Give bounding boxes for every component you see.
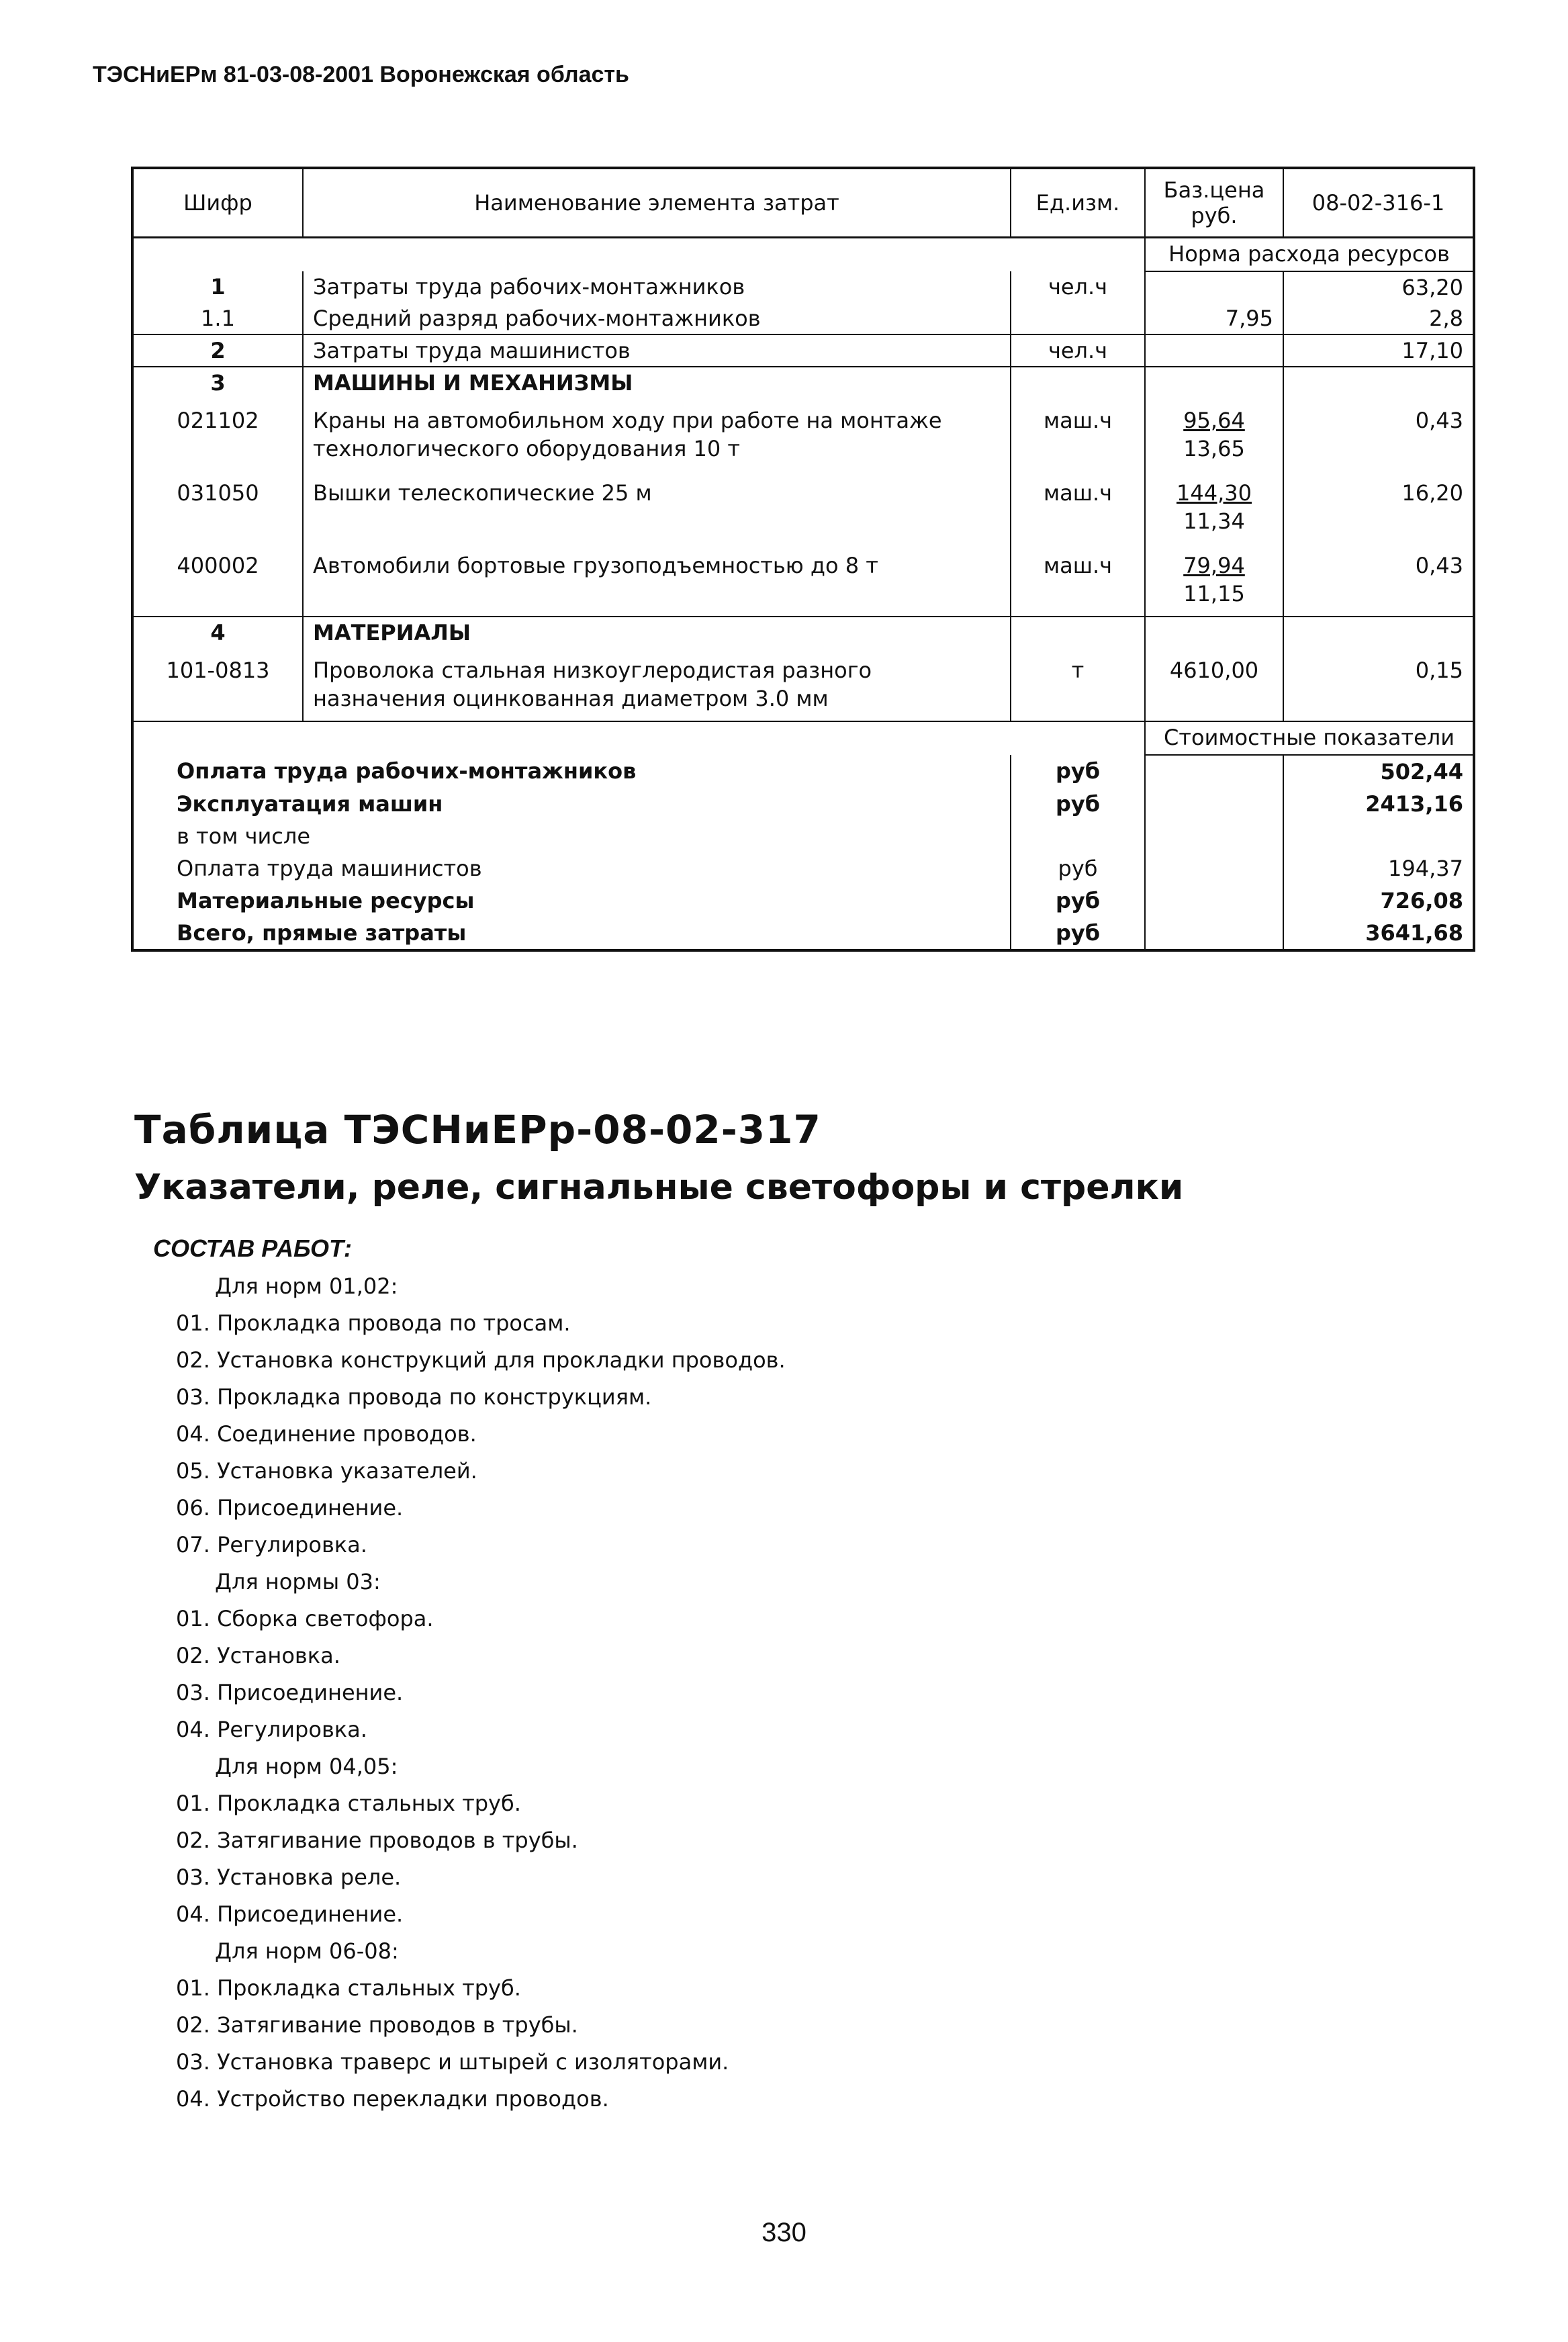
list-item: 07. Регулировка. (176, 1532, 367, 1558)
document-header: ТЭСНиЕРм 81-03-08-2001 Воронежская область (93, 62, 629, 87)
cost-label: в том числе (177, 823, 310, 849)
row-price-machine: 144,30 (1177, 480, 1252, 506)
cost-unit: руб (1011, 852, 1145, 885)
row-name: Проволока стальная низкоуглеродистая разного назначения оцинкованная диаметром 3.0 мм (303, 648, 1011, 721)
row-price-labor: 11,15 (1183, 581, 1245, 606)
cost-label: Материальные ресурсы (177, 888, 475, 913)
cost-value: 3641,68 (1283, 917, 1474, 950)
row-unit: маш.ч (1011, 543, 1145, 617)
row-price: 7,95 (1145, 303, 1283, 334)
cost-row (132, 852, 1474, 885)
header-price-line1: Баз.цена (1163, 177, 1265, 203)
header-name: Наименование элемента затрат (303, 168, 1011, 238)
cost-label: Эксплуатация машин (177, 791, 443, 817)
work-list (176, 1268, 786, 2118)
table-subtitle: Указатели, реле, сигнальные светофоры и стрелки (134, 1167, 1184, 1208)
section-code: 3 (132, 367, 303, 398)
row-norm: 16,20 (1283, 471, 1474, 543)
cost-unit: руб (1011, 788, 1145, 820)
header-code: Шифр (132, 168, 303, 238)
list-item: 02. Затягивание проводов в трубы. (176, 1828, 578, 1853)
row-price (1145, 334, 1283, 367)
section-title: МАТЕРИАЛЫ (303, 617, 1011, 648)
table-row (132, 471, 1474, 543)
list-item: 03. Установка траверс и штырей с изоляторами. (176, 2049, 729, 2075)
row-unit: чел.ч (1011, 334, 1145, 367)
row-norm: 0,15 (1283, 648, 1474, 721)
table-row (132, 543, 1474, 617)
row-price-labor: 11,34 (1183, 508, 1245, 534)
section-title: МАШИНЫ И МЕХАНИЗМЫ (303, 367, 1011, 398)
cost-row (132, 885, 1474, 917)
list-item: 05. Установка указателей. (176, 1458, 477, 1484)
page-number: 330 (762, 2218, 806, 2247)
table-row (132, 271, 1474, 303)
row-code: 2 (132, 334, 303, 367)
list-item: 04. Соединение проводов. (176, 1421, 477, 1447)
cost-unit (1011, 820, 1145, 852)
header-price-line2: руб. (1191, 203, 1238, 228)
row-unit (1011, 303, 1145, 334)
table-row (132, 303, 1474, 334)
cost-caption: Стоимостные показатели (1145, 721, 1474, 755)
list-item: 04. Устройство перекладки проводов. (176, 2086, 609, 2112)
header-unit: Ед.изм. (1011, 168, 1145, 238)
cost-unit: руб (1011, 755, 1145, 788)
work-group-heading: Для норм 06-08: (215, 1938, 399, 1964)
cost-row (132, 788, 1474, 820)
row-price (1145, 398, 1283, 471)
work-group-heading: Для норм 01,02: (215, 1273, 398, 1299)
row-price-labor: 13,65 (1183, 436, 1245, 461)
row-norm: 0,43 (1283, 543, 1474, 617)
list-item: 01. Сборка светофора. (176, 1606, 434, 1631)
row-price (1145, 543, 1283, 617)
row-unit: маш.ч (1011, 398, 1145, 471)
cost-row (132, 755, 1474, 788)
row-norm: 0,43 (1283, 398, 1474, 471)
list-item: 02. Установка. (176, 1643, 340, 1668)
norm-caption-row (132, 238, 1474, 272)
list-item: 01. Прокладка стальных труб. (176, 1975, 521, 2001)
row-unit: маш.ч (1011, 471, 1145, 543)
cost-value: 502,44 (1283, 755, 1474, 788)
list-item: 03. Присоединение. (176, 1680, 404, 1705)
section-row (132, 617, 1474, 648)
list-item: 03. Установка реле. (176, 1864, 402, 1890)
resource-table (131, 167, 1475, 952)
section-code: 4 (132, 617, 303, 648)
row-name: Затраты труда рабочих-монтажников (303, 271, 1011, 303)
header-norm-code: 08-02-316-1 (1283, 168, 1474, 238)
cost-label: Оплата труда рабочих-монтажников (177, 758, 637, 784)
cost-value: 2413,16 (1283, 788, 1474, 820)
row-name: Вышки телескопические 25 м (303, 471, 1011, 543)
cost-caption-row (132, 721, 1474, 755)
row-code: 101-0813 (166, 658, 270, 683)
cost-unit: руб (1011, 917, 1145, 950)
list-item: 01. Прокладка провода по тросам. (176, 1310, 571, 1336)
work-composition-label: СОСТАВ РАБОТ: (153, 1234, 352, 1262)
list-item: 03. Прокладка провода по конструкциям. (176, 1384, 652, 1410)
work-group-heading: Для нормы 03: (215, 1569, 381, 1594)
row-price (1145, 471, 1283, 543)
row-code: 031050 (177, 480, 259, 506)
table-header-row (132, 168, 1474, 238)
norm-caption: Норма расхода ресурсов (1145, 238, 1474, 272)
list-item: 01. Прокладка стальных труб. (176, 1791, 521, 1816)
cost-label: Оплата труда машинистов (177, 856, 482, 881)
row-price-machine: 79,94 (1183, 553, 1245, 578)
cost-row (132, 917, 1474, 950)
table-title: Таблица ТЭСНиЕРр-08-02-317 (134, 1107, 821, 1153)
cost-value (1283, 820, 1474, 852)
row-code: 400002 (177, 553, 259, 578)
row-name: Автомобили бортовые грузоподъемностью до 8 т (303, 543, 1011, 617)
row-code: 021102 (177, 408, 259, 433)
list-item: 04. Регулировка. (176, 1717, 367, 1742)
row-norm: 2,8 (1283, 303, 1474, 334)
header-price (1145, 168, 1283, 238)
work-group-heading: Для норм 04,05: (215, 1754, 398, 1779)
list-item: 06. Присоединение. (176, 1495, 404, 1521)
row-code: 1 (210, 274, 226, 300)
row-price: 4610,00 (1145, 648, 1283, 721)
row-price-machine: 95,64 (1183, 408, 1245, 433)
cost-row (132, 820, 1474, 852)
cost-value: 194,37 (1283, 852, 1474, 885)
row-price (1145, 271, 1283, 303)
row-name: Краны на автомобильном ходу при работе на монтаже технологического оборудования 10 т (303, 398, 1011, 471)
table-row (132, 334, 1474, 367)
row-unit: т (1011, 648, 1145, 721)
row-code: 1.1 (201, 306, 235, 331)
list-item: 04. Присоединение. (176, 1901, 404, 1927)
cost-unit: руб (1011, 885, 1145, 917)
row-name: Средний разряд рабочих-монтажников (303, 303, 1011, 334)
table-row (132, 398, 1474, 471)
row-unit: чел.ч (1011, 271, 1145, 303)
row-norm: 17,10 (1283, 334, 1474, 367)
list-item: 02. Установка конструкций для прокладки проводов. (176, 1347, 786, 1373)
row-norm: 63,20 (1283, 271, 1474, 303)
cost-label: Всего, прямые затраты (177, 920, 467, 946)
row-name: Затраты труда машинистов (303, 334, 1011, 367)
cost-value: 726,08 (1283, 885, 1474, 917)
section-row (132, 367, 1474, 398)
table-row (132, 648, 1474, 721)
list-item: 02. Затягивание проводов в трубы. (176, 2012, 578, 2038)
